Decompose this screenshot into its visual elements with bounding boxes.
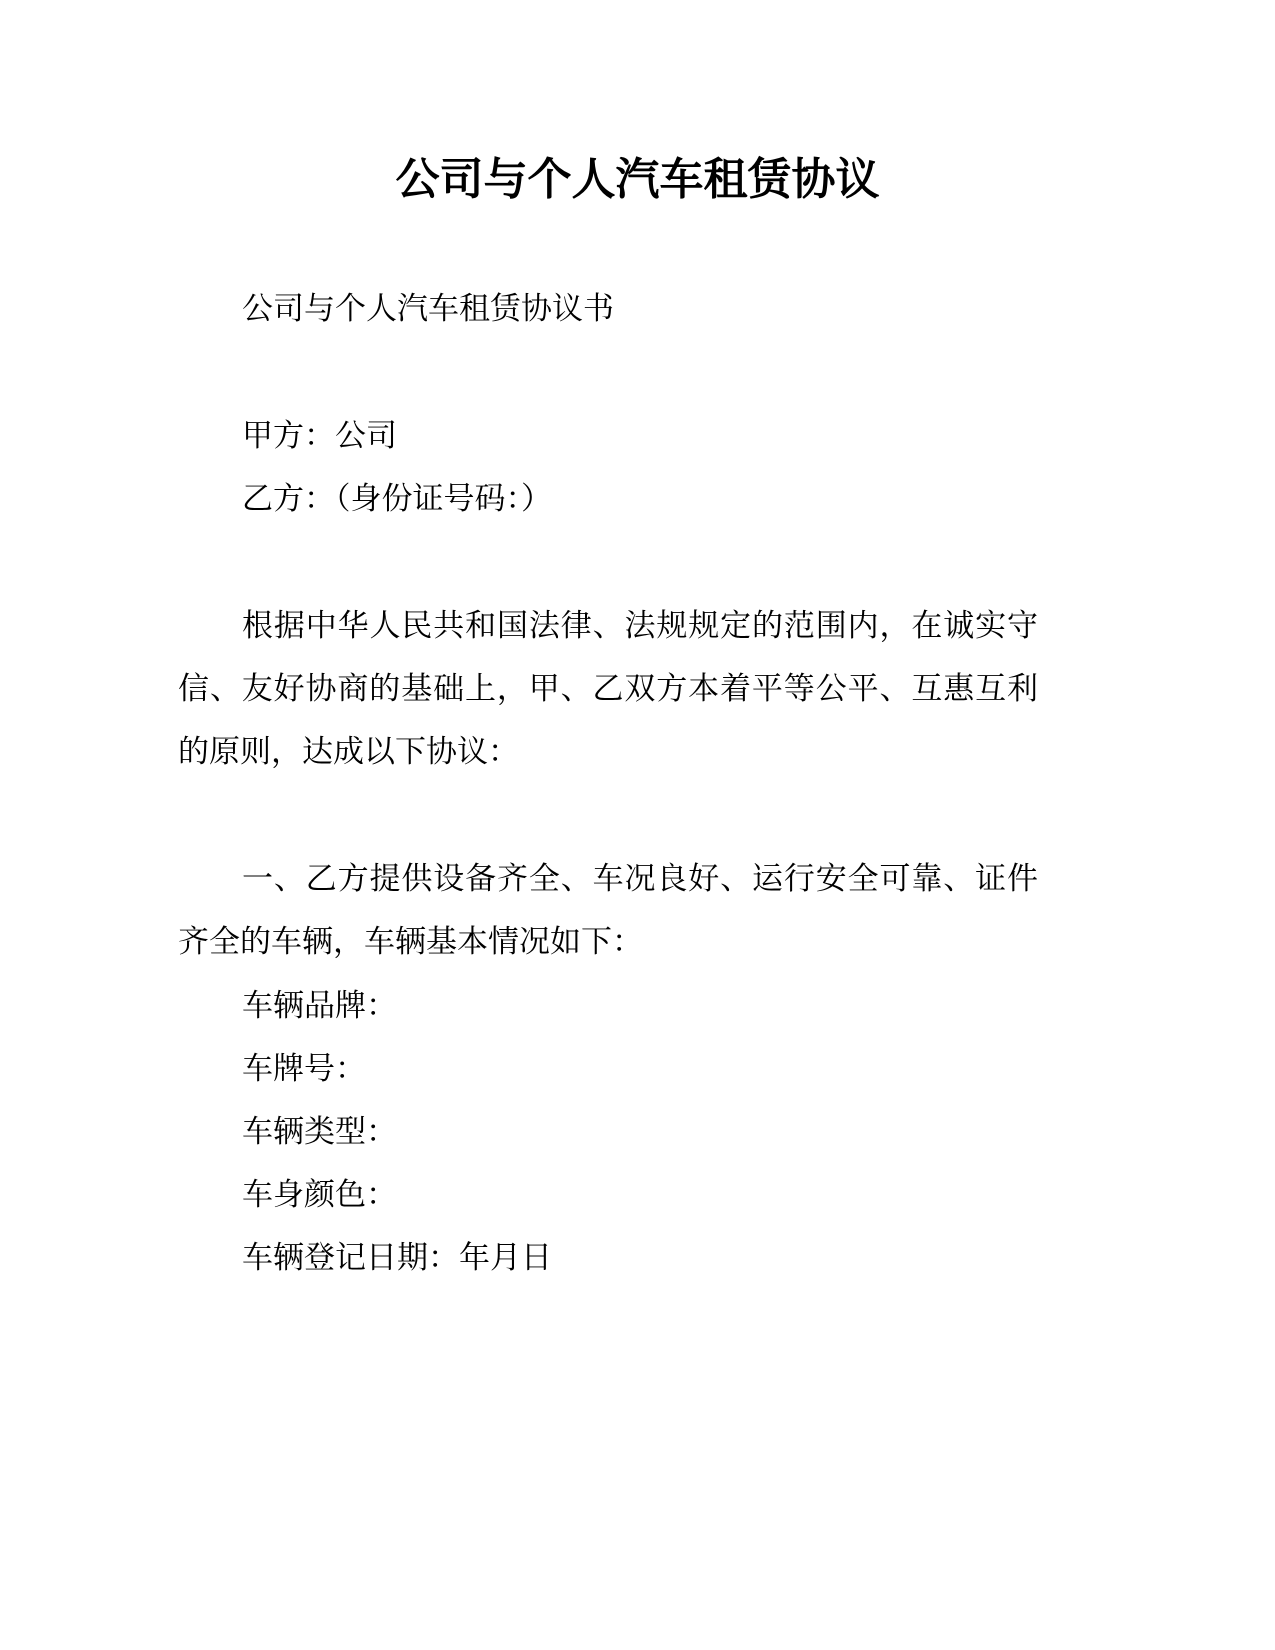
- body-color-field: 车身颜色：: [242, 1177, 397, 1213]
- registration-date-field: 车辆登记日期：年月日: [242, 1240, 552, 1276]
- preamble-paragraph: 根据中华人民共和国法律、法规规定的范围内，在诚实守信、友好协商的基础上，甲、乙双方本着平等公平、互惠互利的原则，达成以下协议：: [178, 608, 1038, 770]
- party-b-line: 乙方：（身份证号码：）: [242, 481, 552, 517]
- vehicle-type-field: 车辆类型：: [242, 1114, 397, 1150]
- document-title: 公司与个人汽车租赁协议: [395, 154, 880, 205]
- party-a-line: 甲方：公司: [242, 418, 397, 454]
- plate-number-field: 车牌号：: [242, 1051, 366, 1087]
- clause-1-paragraph: 一、乙方提供设备齐全、车况良好、运行安全可靠、证件齐全的车辆，车辆基本情况如下：: [178, 861, 1038, 960]
- document-subtitle: 公司与个人汽车租赁协议书: [242, 291, 614, 327]
- vehicle-brand-field: 车辆品牌：: [242, 988, 397, 1024]
